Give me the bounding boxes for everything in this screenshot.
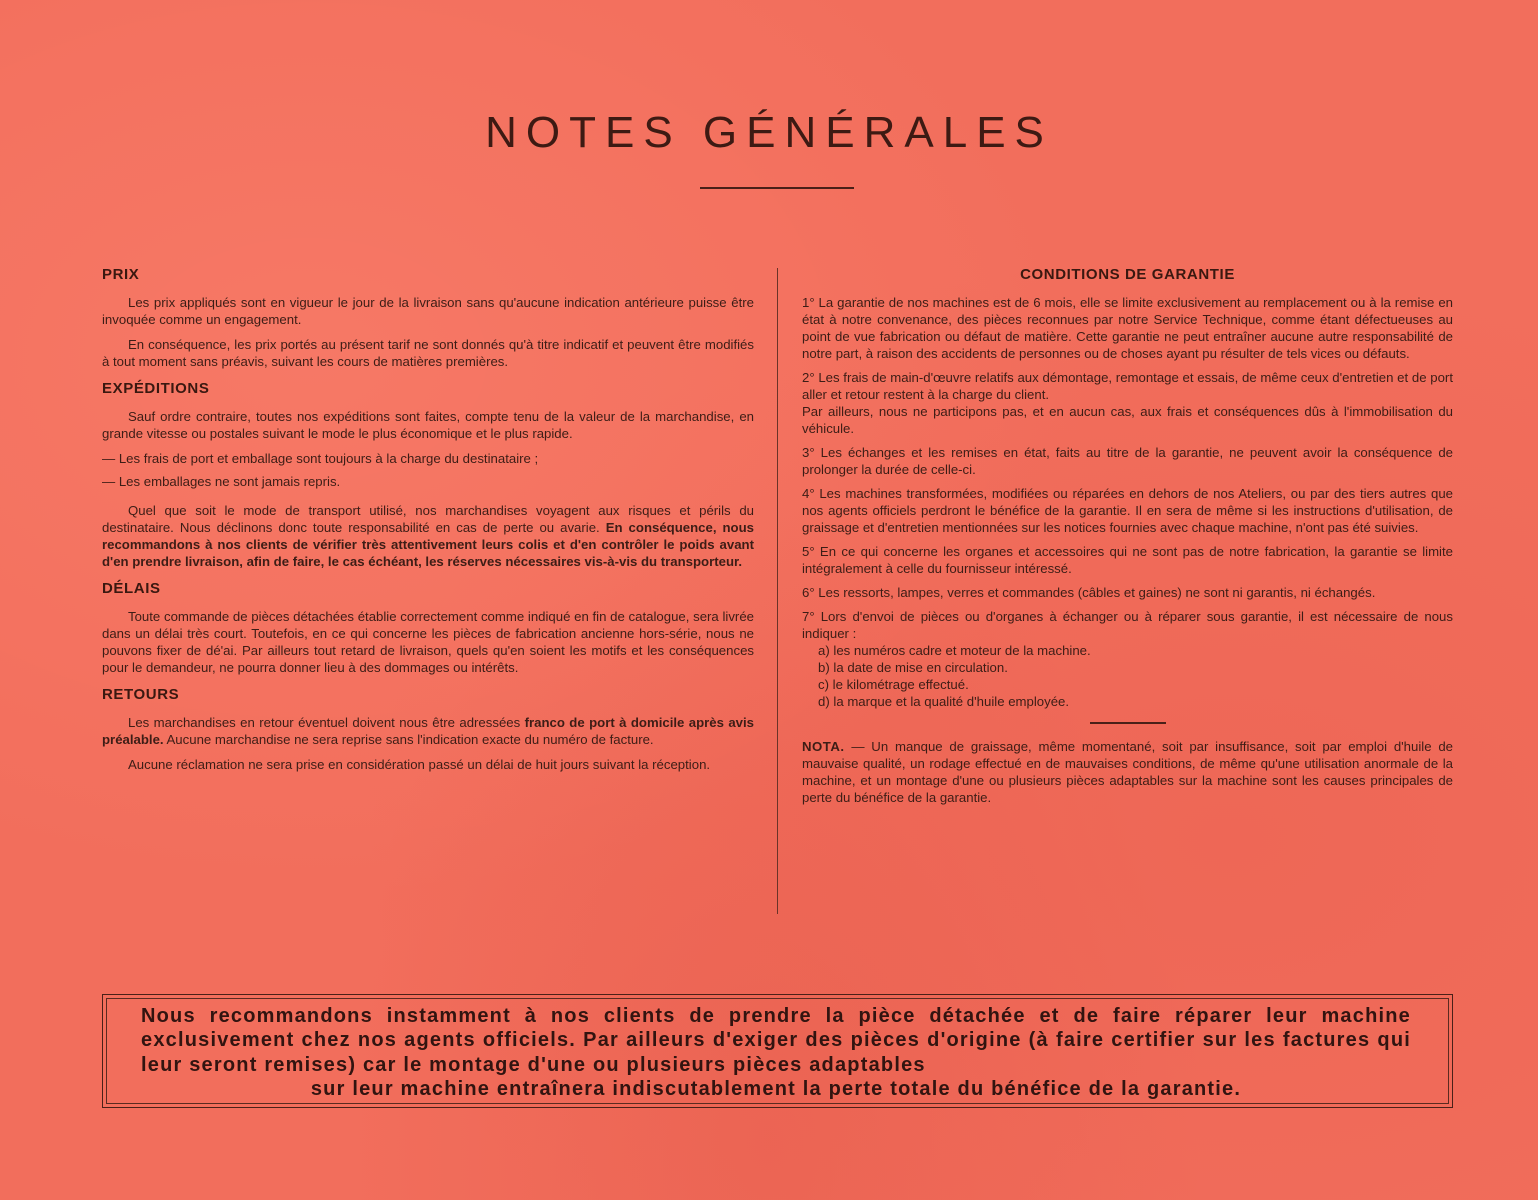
section-heading-retours: RETOURS: [102, 686, 180, 703]
recommendation-text-main: Nous recommandons instamment à nos clients de prendre la pièce détachée et de faire réparer leur machine exclusivement chez nos agents officiels. Par ailleurs d'exiger des pièces d'origine (à faire certifier sur les factures qui leur seront remises) car le montage d'une ou plusieurs pièces adaptables: [141, 1005, 1411, 1076]
recommendation-box: [102, 994, 1453, 1108]
garantie-sublist: [818, 642, 1453, 710]
recommendation-text: [141, 1004, 1411, 1102]
retours-paragraph-1: [102, 714, 754, 748]
delais-paragraph-1: Toute commande de pièces détachées établie correctement comme indiqué en fin de catalogue, sera livrée dans un délai très court. Toutefois, en ce qui concerne les pièces de fabrication ancienne hors-série, nous ne pouvons fixer de dé'ai. Par ailleurs tout retard de livraison, quels qu'en soient les motifs et les conséquences pour le demandeur, ne pourra donner lieu à des dommages ou intérêts.: [102, 609, 754, 675]
page-title: NOTES GÉNÉRALES: [485, 108, 1053, 157]
section-retours: [102, 686, 754, 773]
garantie-subitem-d: d) la marque et la qualité d'huile employée.: [818, 694, 1070, 709]
column-divider: [777, 268, 778, 914]
garantie-subitem-c: c) le kilométrage effectué.: [818, 677, 969, 692]
prix-paragraph-1: Les prix appliqués sont en vigueur le jour de la livraison sans qu'aucune indication antérieure puisse être invoquée comme un engagement.: [102, 295, 754, 327]
expeditions-dash-item-2: — Les emballages ne sont jamais repris.: [102, 474, 341, 489]
nota-text: — Un manque de graissage, même momentané, soit par insuffisance, soit par emploi d'huile de mauvaise qualité, un rodage effectué en de mauvaises conditions, de même qu'une utilisation anormale de la machine, et un montage d'une ou plusieurs pièces adaptables sur la machine sont les causes principales de perte du bénéfice de la garantie.: [802, 739, 1453, 805]
nota-separator: [1090, 722, 1166, 724]
garantie-item-2a: 2° Les frais de main-d'œuvre relatifs aux démontage, remontage et essais, de même ceux d'entretien et de port aller et retour restent à la charge du client.: [802, 370, 1453, 402]
title-underline: [700, 187, 854, 189]
garantie-item-3: 3° Les échanges et les remises en état, faits au titre de la garantie, ne peuvent avoir la conséquence de prolonger la durée de celle-ci.: [802, 445, 1453, 477]
retours-paragraph-1-bold: franco de port à domicile après avis préalable.: [102, 715, 755, 747]
expeditions-paragraph-1: Sauf ordre contraire, toutes nos expéditions sont faites, compte tenu de la valeur de la marchandise, en grande vitesse ou postales suivant le mode le plus économique et le plus rapide.: [102, 409, 754, 441]
retours-paragraph-2: Aucune réclamation ne sera prise en considération passé un délai de huit jours suivant la réception.: [128, 757, 711, 772]
garantie-item-2b: Par ailleurs, nous ne participons pas, et en aucun cas, aux frais et conséquences dûs à l'immobilisation du véhicule.: [802, 404, 1453, 436]
garantie-item-1: 1° La garantie de nos machines est de 6 mois, elle se limite exclusivement au remplacement ou à la remise en état à notre convenance, des pièces reconnues par notre Service Technique, comme étant défectueuses au point de vue fabrication ou défaut de matière. Cette garantie ne peut entraîner aucune autre responsabilité de notre part, à raison des accidents de personnes ou de choses ayant pu résulter de tels vices ou défauts.: [802, 295, 1453, 361]
expeditions-paragraph-2-bold: En conséquence, nous recommandons à nos clients de vérifier très attentivement leurs colis et d'en contrôler le poids avant d'en prendre livraison, afin de faire, le cas échéant, les réserves nécessaires vis-à-vis du transporteur.: [102, 520, 754, 569]
section-delais: [102, 580, 754, 676]
nota-paragraph: [802, 738, 1453, 806]
garantie-item-4: 4° Les machines transformées, modifiées ou réparées en dehors de nos Ateliers, ou par des tiers autres que nos agents officiels perdront le bénéfice de la garantie. Il en sera de même si les instructions d'utilisation, de graissage et d'entretien mentionnées sur les notices fournies avec chaque machine, n'ont pas été suivies.: [802, 486, 1453, 535]
left-column: [102, 266, 754, 783]
right-column: [802, 266, 1453, 814]
garantie-subitem-b: b) la date de mise en circulation.: [818, 660, 1008, 675]
garantie-item-7: 7° Lors d'envoi de pièces ou d'organes à échanger ou à réparer sous garantie, il est nécessaire de nous indiquer :: [802, 609, 1453, 641]
section-heading-prix: PRIX: [102, 266, 140, 283]
expeditions-paragraph-2: [102, 502, 754, 570]
expeditions-dash-item-1: — Les frais de port et emballage sont toujours à la charge du destinataire ;: [102, 451, 539, 466]
nota-label: NOTA.: [802, 739, 845, 754]
section-heading-expeditions: EXPÉDITIONS: [102, 380, 210, 397]
prix-paragraph-2: En conséquence, les prix portés au présent tarif ne sont donnés qu'à titre indicatif et peuvent être modifiés à tout moment sans préavis, suivant les cours de matières premières.: [102, 337, 754, 369]
section-prix: [102, 266, 754, 370]
retours-paragraph-1-text-c: Aucune marchandise ne sera reprise sans l'indication exacte du numéro de facture.: [163, 732, 654, 747]
section-heading-garantie: CONDITIONS DE GARANTIE: [1020, 266, 1235, 283]
recommendation-text-last-line: sur leur machine entraînera indiscutablement la perte totale du bénéfice de la garantie.: [310, 1078, 1242, 1101]
section-expeditions: [102, 380, 754, 570]
garantie-subitem-a: a) les numéros cadre et moteur de la machine.: [818, 643, 1091, 658]
section-heading-delais: DÉLAIS: [102, 580, 161, 597]
retours-paragraph-1-text-a: Les marchandises en retour éventuel doivent nous être adressées: [128, 715, 525, 730]
expeditions-paragraph-2-text: Quel que soit le mode de transport utilisé, nos marchandises voyagent aux risques et périls du destinataire. Nous déclinons donc toute responsabilité en cas de perte ou avarie.: [102, 503, 754, 535]
garantie-item-6: 6° Les ressorts, lampes, verres et commandes (câbles et gaines) ne sont ni garantis, ni échangés.: [802, 585, 1376, 600]
garantie-item-5: 5° En ce qui concerne les organes et accessoires qui ne sont pas de notre fabrication, la garantie se limite intégralement à celle du fournisseur intéressé.: [802, 544, 1453, 576]
